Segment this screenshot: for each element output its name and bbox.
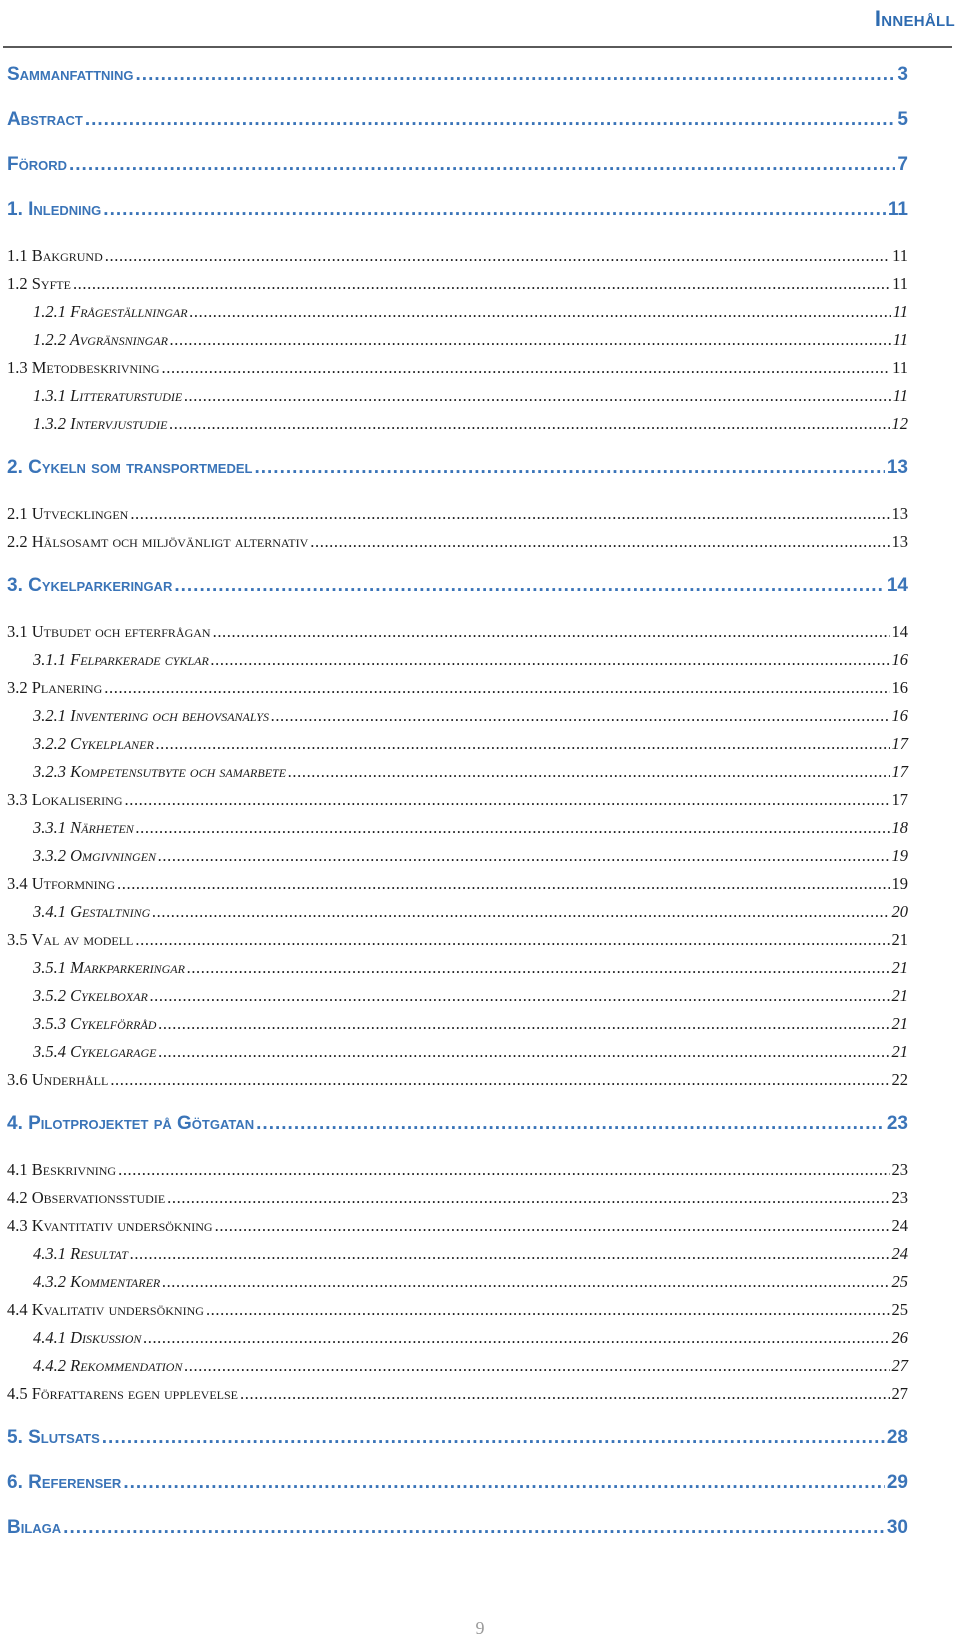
toc-entry[interactable] <box>0 451 960 479</box>
toc-entry[interactable] <box>0 922 960 950</box>
toc-entry-label: 2.1 Utvecklingen <box>7 504 129 523</box>
toc-entry[interactable] <box>0 1376 960 1404</box>
toc-entry-label: 3.2.3 Kompetensutbyte och samarbete <box>33 762 287 781</box>
toc-entry-label: 4.1 Beskrivning <box>7 1160 117 1179</box>
toc-entry-page: 25 <box>891 1272 908 1291</box>
toc-entry[interactable] <box>0 350 960 378</box>
toc-entry-label: 3.1 Utbudet och efterfrågan <box>7 622 211 641</box>
toc-entry[interactable] <box>0 614 960 642</box>
toc-entry-page: 20 <box>891 902 908 921</box>
toc-entry-page: 30 <box>886 1517 908 1538</box>
toc-leader-dots <box>256 1113 885 1135</box>
toc-entry[interactable] <box>0 1421 960 1449</box>
toc-entry-page: 11 <box>892 386 908 405</box>
toc-entry-page: 19 <box>891 846 908 865</box>
toc-entry[interactable] <box>0 266 960 294</box>
toc-entry[interactable] <box>0 1006 960 1034</box>
toc-leader-dots <box>143 1328 889 1348</box>
toc-entry-label: 4.4 Kvalitativ undersökning <box>7 1300 204 1319</box>
toc-leader-dots <box>184 386 891 406</box>
toc-entry-label: 1.2.1 Frågeställningar <box>33 302 188 321</box>
toc-entry-label: 1.2 Syfte <box>7 274 71 293</box>
toc-entry[interactable] <box>0 978 960 1006</box>
toc-entry-label: 1.3 Metodbeskrivning <box>7 358 160 377</box>
toc-entry-page: 23 <box>891 1160 908 1179</box>
toc-leader-dots <box>240 1384 889 1404</box>
toc-entry-page: 13 <box>891 532 908 551</box>
toc-entry-page: 13 <box>886 457 908 478</box>
toc-entry-label: 3.3.1 Närheten <box>33 818 134 837</box>
toc-entry[interactable] <box>0 524 960 552</box>
toc-leader-dots <box>211 650 890 670</box>
toc-entry-label: 1.3.1 Litteraturstudie <box>33 386 183 405</box>
toc-leader-dots <box>152 902 889 922</box>
toc-entry-label: Förord <box>7 154 67 175</box>
toc-entry[interactable] <box>0 1236 960 1264</box>
toc-leader-dots <box>117 874 889 894</box>
toc-entry[interactable] <box>0 322 960 350</box>
toc-entry-page: 21 <box>891 1042 908 1061</box>
toc-entry[interactable] <box>0 1320 960 1348</box>
toc-entry-label: 3.4.1 Gestaltning <box>33 902 151 921</box>
toc-entry-page: 11 <box>892 330 908 349</box>
toc-entry[interactable] <box>0 726 960 754</box>
toc-entry-label: 2.2 Hälsosamt och miljövänligt alternativ <box>7 532 309 551</box>
toc-entry-page: 17 <box>891 762 908 781</box>
toc-entry[interactable] <box>0 294 960 322</box>
toc-entry-page: 28 <box>886 1427 908 1448</box>
toc-entry-page: 24 <box>891 1216 908 1235</box>
toc-entry-label: 6. Referenser <box>7 1472 122 1493</box>
toc-leader-dots <box>105 246 890 266</box>
toc-entry-label: 3.5.2 Cykelboxar <box>33 986 148 1005</box>
toc-entry[interactable] <box>0 58 960 86</box>
toc-entry-label: 3.2.2 Cykelplaner <box>33 734 154 753</box>
toc-entry-page: 11 <box>892 274 908 293</box>
toc-entry-page: 11 <box>892 302 908 321</box>
toc-entry[interactable] <box>0 569 960 597</box>
toc-entry-page: 16 <box>891 706 908 725</box>
toc-entry-label: 4.4.2 Rekommendation <box>33 1356 183 1375</box>
toc-leader-dots <box>170 330 891 350</box>
toc-leader-dots <box>125 790 890 810</box>
toc-entry-page: 11 <box>887 199 908 220</box>
toc-entry-label: 2. Cykeln som transportmedel <box>7 457 253 478</box>
toc-entry-label: 3.5.4 Cykelgarage <box>33 1042 157 1061</box>
toc-leader-dots <box>69 154 895 176</box>
toc-entry-page: 17 <box>891 734 908 753</box>
title-divider <box>3 46 952 48</box>
toc-entry-page: 11 <box>892 246 908 265</box>
toc-entry-label: 1.1 Bakgrund <box>7 246 103 265</box>
toc-entry[interactable] <box>0 1466 960 1494</box>
toc-leader-dots <box>184 1356 889 1376</box>
toc-leader-dots <box>288 762 889 782</box>
toc-entry[interactable] <box>0 670 960 698</box>
toc-leader-dots <box>103 199 886 221</box>
toc-leader-dots <box>169 414 889 434</box>
toc-entry-page: 16 <box>891 650 908 669</box>
toc-entry-label: 3.2 Planering <box>7 678 103 697</box>
toc-entry-page: 19 <box>891 874 908 893</box>
toc-entry[interactable] <box>0 1180 960 1208</box>
toc-entry-label: 1. Inledning <box>7 199 102 220</box>
toc-entry-page: 14 <box>886 575 908 596</box>
toc-entry[interactable] <box>0 1264 960 1292</box>
toc-entry[interactable] <box>0 1062 960 1090</box>
toc-entry-page: 17 <box>891 790 908 809</box>
toc-entry-label: Sammanfattning <box>7 64 134 85</box>
toc-leader-dots <box>63 1517 885 1539</box>
toc-leader-dots <box>150 986 890 1006</box>
toc-entry-page: 14 <box>891 622 908 641</box>
toc-entry-label: 5. Slutsats <box>7 1427 100 1448</box>
toc-entry-page: 23 <box>886 1113 908 1134</box>
toc-entry-page: 13 <box>891 504 908 523</box>
toc-leader-dots <box>130 1244 890 1264</box>
toc-entry-label: 3.3 Lokalisering <box>7 790 123 809</box>
toc-entry[interactable] <box>0 1152 960 1180</box>
toc-entry[interactable] <box>0 1034 960 1062</box>
toc-entry-page: 22 <box>891 1070 908 1089</box>
toc-entry[interactable] <box>0 193 960 221</box>
toc-entry-label: Abstract <box>7 109 83 130</box>
toc-entry-page: 29 <box>886 1472 908 1493</box>
toc-leader-dots <box>254 457 884 479</box>
toc-entry-page: 16 <box>891 678 908 697</box>
toc-leader-dots <box>118 1160 889 1180</box>
toc-entry-page: 23 <box>891 1188 908 1207</box>
toc-entry-label: 4.5 Författarens egen upplevelse <box>7 1384 239 1403</box>
toc-entry-page: 21 <box>891 958 908 977</box>
toc-entry[interactable] <box>0 838 960 866</box>
toc-leader-dots <box>130 504 889 524</box>
toc-leader-dots <box>215 1216 890 1236</box>
toc-entry[interactable] <box>0 238 960 266</box>
toc-entry-page: 12 <box>891 414 908 433</box>
toc-entry-page: 21 <box>891 986 908 1005</box>
toc-entry-page: 27 <box>891 1384 908 1403</box>
toc-entry[interactable] <box>0 894 960 922</box>
toc-entry-label: 3.5.3 Cykelförråd <box>33 1014 157 1033</box>
toc-entry[interactable] <box>0 698 960 726</box>
toc-entry-page: 21 <box>891 1014 908 1033</box>
toc-entry[interactable] <box>0 406 960 434</box>
toc-entry-label: 3. Cykelparkeringar <box>7 575 173 596</box>
toc-entry-label: 4.3.2 Kommentarer <box>33 1272 161 1291</box>
toc-entry[interactable] <box>0 754 960 782</box>
toc-leader-dots <box>85 109 896 131</box>
toc-entry[interactable] <box>0 1208 960 1236</box>
toc-leader-dots <box>73 274 890 294</box>
toc-leader-dots <box>187 958 890 978</box>
toc-entry-page: 7 <box>897 154 908 175</box>
toc-entry[interactable] <box>0 950 960 978</box>
toc-leader-dots <box>213 622 890 642</box>
toc-entry[interactable] <box>0 103 960 131</box>
toc-leader-dots <box>110 1070 889 1090</box>
toc-entry-page: 26 <box>891 1328 908 1347</box>
toc-leader-dots <box>136 64 896 86</box>
toc-entry[interactable] <box>0 1107 960 1135</box>
toc-leader-dots <box>158 846 889 866</box>
toc-leader-dots <box>310 532 889 552</box>
toc-entry-page: 11 <box>892 358 908 377</box>
toc-entry[interactable] <box>0 642 960 670</box>
toc-entry-label: 3.3.2 Omgivningen <box>33 846 157 865</box>
toc-leader-dots <box>156 734 890 754</box>
page-number: 9 <box>475 1618 485 1638</box>
toc-entry-label: 4. Pilotprojektet på Götgatan <box>7 1113 255 1134</box>
toc-entry[interactable] <box>0 810 960 838</box>
toc-leader-dots <box>271 706 890 726</box>
toc-entry[interactable] <box>0 148 960 176</box>
toc-leader-dots <box>102 1427 885 1449</box>
toc-entry-label: 1.3.2 Intervjustudie <box>33 414 168 433</box>
toc-entry-label: 3.1.1 Felparkerade cyklar <box>33 650 209 669</box>
toc-entry-label: 1.2.2 Avgränsningar <box>33 330 168 349</box>
toc-leader-dots <box>167 1188 889 1208</box>
toc-entry-page: 27 <box>891 1356 908 1375</box>
toc-entry-label: 4.4.1 Diskussion <box>33 1328 142 1347</box>
toc-entry-page: 18 <box>891 818 908 837</box>
toc-entry[interactable] <box>0 378 960 406</box>
toc-entry-label: 3.6 Underhåll <box>7 1070 109 1089</box>
toc-leader-dots <box>136 818 890 838</box>
toc-entry[interactable] <box>0 1511 960 1539</box>
toc-entry-label: 3.5.1 Markparkeringar <box>33 958 185 977</box>
toc-entry-label: 4.3.1 Resultat <box>33 1244 128 1263</box>
toc-entry[interactable] <box>0 782 960 810</box>
toc-entry-label: 4.3 Kvantitativ undersökning <box>7 1216 213 1235</box>
toc-leader-dots <box>123 1472 885 1494</box>
toc-entry[interactable] <box>0 1348 960 1376</box>
toc-entry[interactable] <box>0 866 960 894</box>
toc-leader-dots <box>135 930 889 950</box>
toc-leader-dots <box>162 358 891 378</box>
toc-entry-label: 3.5 Val av modell <box>7 930 134 949</box>
toc-leader-dots <box>162 1272 889 1292</box>
toc-leader-dots <box>158 1014 889 1034</box>
toc-leader-dots <box>190 302 891 322</box>
toc-entry-page: 24 <box>891 1244 908 1263</box>
toc-entry[interactable] <box>0 1292 960 1320</box>
toc-entry-label: 3.2.1 Inventering och behovsanalys <box>33 706 269 725</box>
toc-leader-dots <box>104 678 889 698</box>
toc-entry-label: 4.2 Observationsstudie <box>7 1188 166 1207</box>
toc-entry-page: 5 <box>897 109 908 130</box>
toc-entry-page: 21 <box>891 930 908 949</box>
toc-entry-page: 3 <box>897 64 908 85</box>
toc-leader-dots <box>158 1042 889 1062</box>
toc-leader-dots <box>174 575 885 597</box>
toc-entry-label: Bilaga <box>7 1517 62 1538</box>
toc-entry[interactable] <box>0 496 960 524</box>
toc-leader-dots <box>206 1300 890 1320</box>
toc-entry-label: 3.4 Utformning <box>7 874 116 893</box>
toc-entry-page: 25 <box>891 1300 908 1319</box>
page-title: Innehåll <box>874 6 955 31</box>
